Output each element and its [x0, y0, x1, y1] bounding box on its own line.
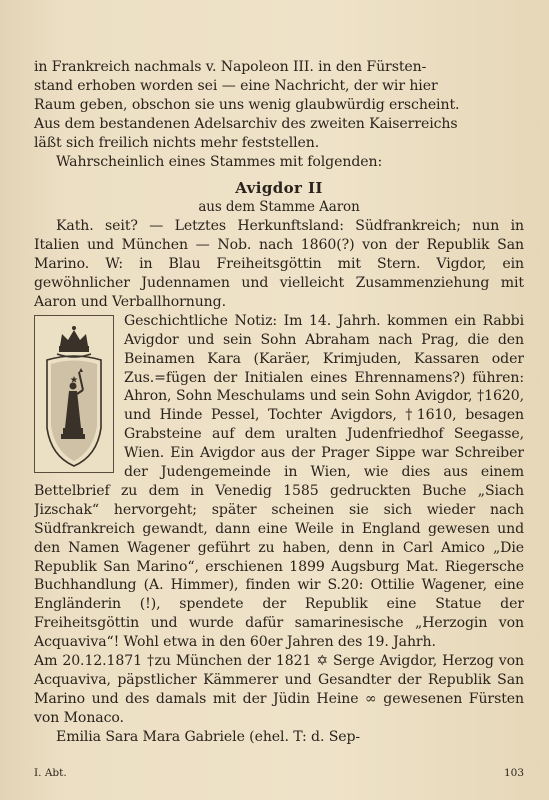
text-line: stand erhoben worden sei — eine Nachricht, der wir hier	[34, 77, 438, 94]
paragraph-kath: Kath. seit? — Letztes Herkunftsland: Südfrankreich; nun in Italien und München — Nob. nach 1860(?) von der Republik San Marino. W: in Blau Freiheitsgöttin mit Stern. Vigdor, ein gewöhnlicher Judennamen und vielleicht Zusammenziehung mit Aaron und Verballhornung.	[34, 218, 524, 310]
page-footer	[34, 767, 524, 779]
text-line: Raum geben, obschon sie uns wenig glaubwürdig erscheint.	[34, 96, 460, 113]
paragraph-emilia: Emilia Sara Mara Gabriele (ehel. T: d. Sep-	[56, 728, 361, 745]
paragraph-1871: Am 20.12.1871 †zu München der 1821 ✡ Serge Avigdor, Herzog von Acquaviva, päpstlicher Kämmerer und Gesandter der Republik San Marino und des damals mit der Jüdin Heine ∞ gewesenen Fürsten von Monaco.	[34, 653, 524, 726]
text-line: läßt sich freilich nichts mehr feststellen.	[34, 134, 320, 151]
page-number: 103	[503, 767, 524, 779]
liberty-statue-emblem-icon	[35, 316, 113, 472]
text-line: in Frankreich nachmals v. Napoleon III. in den Fürsten-	[34, 59, 427, 75]
paragraph-notiz	[34, 312, 524, 652]
notiz-text: Geschichtliche Notiz: Im 14. Jahrh. kommen ein Rabbi Avigdor und sein Sohn Abraham nach Prag, die den Beinamen Kara (Karäer, Krimjuden, Kassaren oder Zus.=fügen der Initialen eines Ehrennamens?) führen: Ahron, Sohn Meschulams und sein Sohn Avigdor, †1620, und Hinde Pessel, Tochter Avigdors, †1610, besagen Grabsteine auf dem uralten Judenfriedhof Seegasse, Wien. Ein Avigdor aus der Prager Sippe war Schreiber der Judengemeinde in Wien, wie dies aus einem Bettelbrief zu dem in Venedig 1585 gedruckten Buche „Siach Jizschak“ hervorgeht; später scheinen sie sich wieder nach Südfrankreich gewandt, dann eine Weile in England gewesen und den Namen Wagener geführt zu haben, denn in Carl Amico „Die Republik San Marino“, erschienen 1899 Augsburg Mat. Riegersche Buchhandlung (A. Himmer), finden wir S.20: Ottilie Wagener, eine Engländerin (!), spendete der Republik eine Statue der Freiheitsgöttin und wurde dafür samarinesische „Herzogin von Acquaviva“! Wohl etwa in den 60er Jahren des 19. Jahrh.	[34, 312, 524, 651]
footer-section: I. Abt.	[34, 767, 67, 779]
entry-subheading: aus dem Stamme Aaron	[198, 199, 360, 216]
text-line: Aus dem bestandenen Adelsarchiv des zweiten Kaiserreichs	[34, 115, 458, 132]
stamm-line: Wahrscheinlich eines Stammes mit folgenden:	[56, 153, 383, 170]
coat-of-arms-image	[34, 315, 114, 473]
entry-heading: Avigdor II	[235, 179, 323, 198]
page-text	[34, 58, 524, 747]
notiz-block	[34, 312, 524, 652]
